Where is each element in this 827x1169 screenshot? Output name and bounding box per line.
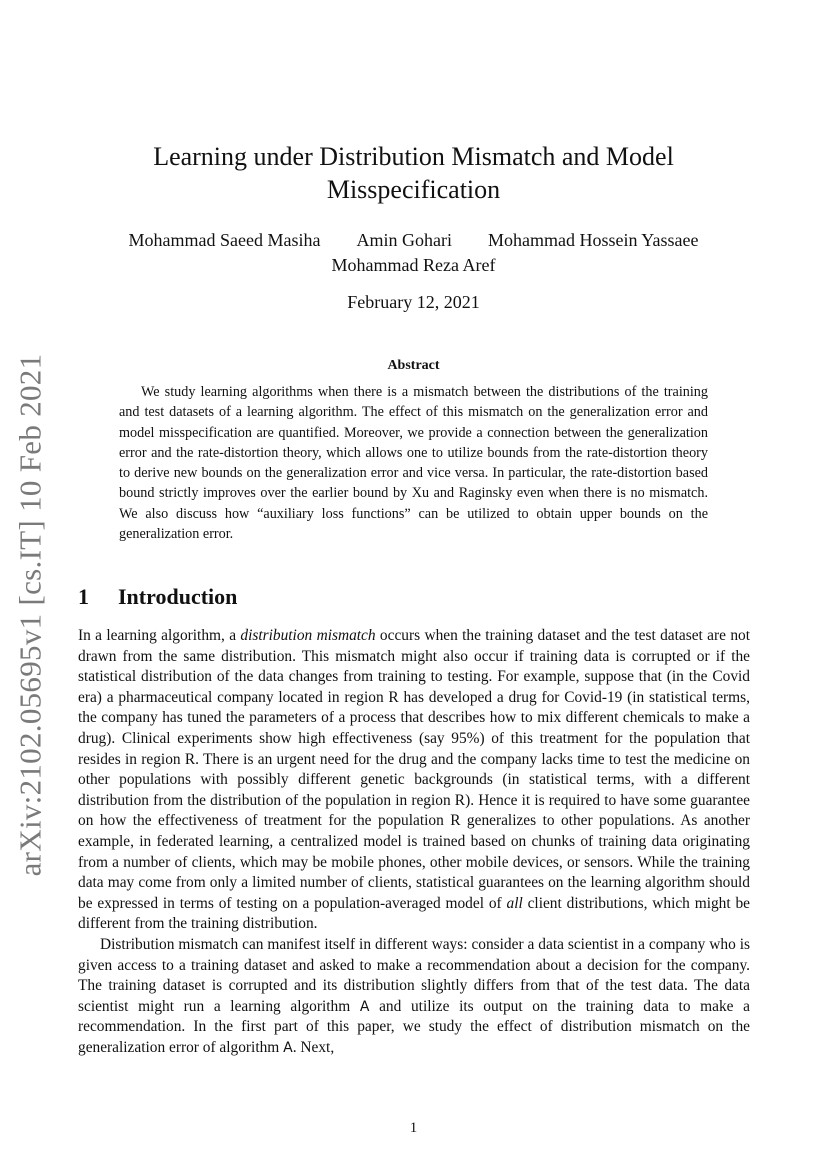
algorithm-symbol: A [283, 1039, 293, 1056]
abstract-text: We study learning algorithms when there is a mismatch between the distributions of the training and test datasets of a learning algorithm. The effect of this mismatch on the generalization error and model misspecification are quantified. Moreover, we provide a connection between the generalization error and the rate-distortion theory, which allows one to utilize bounds from the rate-distortion theory to derive new bounds on the generalization error and vice versa. In particular, the rate-distortion based bound strictly improves over the earlier bound by Xu and Raginsky even when there is no mismatch. We also discuss how “auxiliary loss functions” can be utilized to obtain upper bounds on the generalization error. [119, 384, 708, 543]
intro-paragraph-2: Distribution mismatch can manifest itself in different ways: consider a data scientist in a company who is given access to a training dataset and asked to make a recommendation about a decision for the company. The training dataset is corrupted and its distribution slightly differs from that of the test data. The data scientist might run a learning algorithm A and utilize its output on the training data to make a recommendation. In the first part of this paper, we study the effect of distribution mismatch on the generalization error of algorithm A. Next, [78, 935, 750, 1056]
abstract-heading: Abstract [387, 358, 440, 373]
arxiv-identifier-stamp [4, 353, 56, 877]
paper-title: Learning under Distribution Mismatch and Model Misspecification [153, 142, 674, 204]
emphasis-all: all [506, 894, 523, 912]
publication-date: February 12, 2021 [347, 292, 480, 312]
section-title: Introduction [118, 584, 238, 609]
author-name: Amin Gohari [356, 230, 452, 250]
section-number: 1 [78, 584, 89, 609]
algorithm-symbol: A [359, 998, 370, 1015]
page-number: 1 [409, 1120, 418, 1136]
author-name: Mohammad Hossein Yassaee [487, 230, 699, 250]
arxiv-identifier-text: arXiv:2102.05695v1 [cs.IT] 10 Feb 2021 [12, 353, 48, 877]
emphasis-distribution-mismatch: distribution mismatch [240, 627, 376, 644]
author-list [70, 228, 757, 278]
author-name: Mohammad Reza Aref [331, 255, 496, 275]
section-heading [78, 584, 237, 610]
intro-paragraph-1: In a learning algorithm, a distribution mismatch occurs when the training dataset and the test dataset are not drawn from the same distribution. This mismatch might also occur if training data is corrupted or if the statistical distribution of the data changes from training to testing. For example, suppose that (in the Covid era) a pharmaceutical company located in region R has developed a drug for Covid-19 (in statistical terms, the company has tuned the parameters of a process that describes how to mix different chemicals to make a drug). Clinical experiments show high effectiveness (say 95%) of this treatment for the population that resides in region R. There is an urgent need for the drug and the company lacks time to test the medicine on other populations with possibly different genetic backgrounds (in statistical terms, with a different distribution from the distribution of the population in region R). Hence it is required to have some guarantee on how the effectiveness of treatment for the population R generalizes to other populations. As another example, in federated learning, a centralized model is trained based on chunks of training data originating from a number of clients, which may be mobile phones, other mobile devices, or sensors. While the training data may come from only a limited number of clients, statistical guarantees on the learning algorithm should be expressed in terms of testing on a population-averaged model of all client distributions, which might be different from the training distribution. [78, 627, 751, 933]
author-name: Mohammad Saeed Masiha [128, 230, 321, 250]
introduction-body [78, 626, 750, 1058]
